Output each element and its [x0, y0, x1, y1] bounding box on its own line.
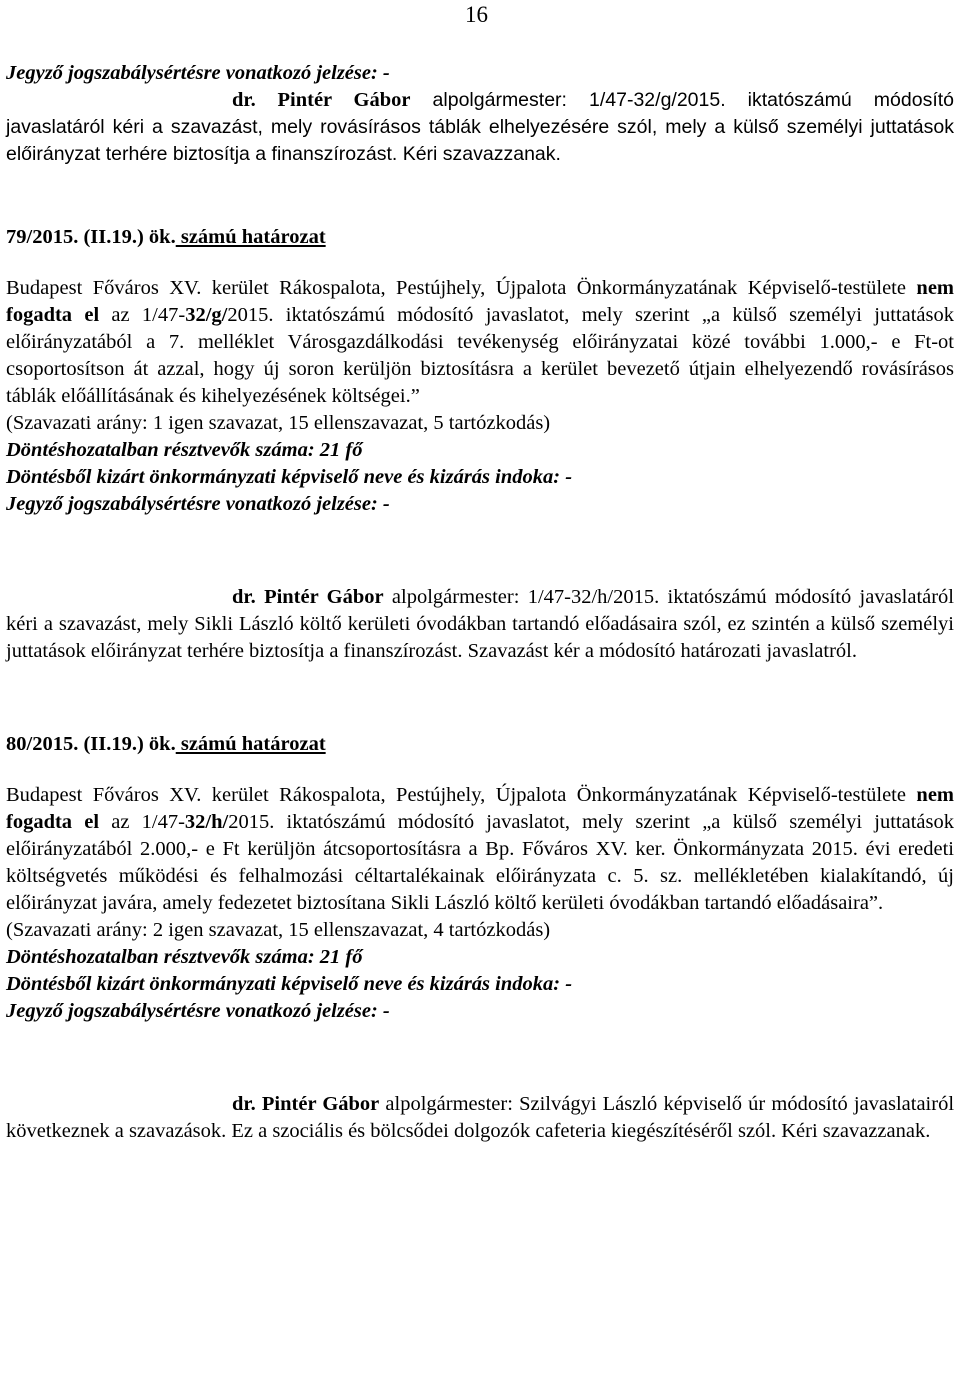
notary-remark-79: Jegyző jogszabálysértésre vonatkozó jelzése: - — [6, 493, 390, 515]
speech-paragraph-2 — [6, 584, 954, 665]
speech-paragraph-1 — [6, 87, 954, 168]
resolution-79-label: számú határozat — [175, 226, 326, 248]
notary-remark-80: Jegyző jogszabálysértésre vonatkozó jelzése: - — [6, 1000, 390, 1022]
vote-ratio-80: (Szavazati arány: 2 igen szavazat, 15 ellenszavazat, 4 tartózkodás) — [6, 919, 551, 941]
resolution-80-label: számú határozat — [175, 733, 326, 755]
excluded-80: Döntésből kizárt önkormányzati képviselő neve és kizárás indoka: - — [6, 973, 573, 995]
speaker-title: dr. — [232, 1093, 256, 1115]
speaker-title: dr. — [232, 586, 256, 608]
reference-number: 32/h/ — [184, 811, 229, 833]
speech-text: alpolgármester: 1/47-32/h/2015. iktatószámú módosító javaslatáról kéri a szavazást, mely Sikli László költő kerületi óvodákban tartandó előadásaira szól, ez szintén a külső személyi juttatások előirányzat terhére biztosítja a finanszírozást. Szavazást kér a módosító határozati javaslatról. — [6, 586, 955, 662]
speech-paragraph-3 — [6, 1091, 954, 1145]
speaker-title: dr. — [232, 89, 256, 111]
resolution-80-body: Budapest Főváros XV. kerület Rákospalota, Pestújhely, Újpalota Önkormányzatának Képviselő-testülete nem fogadta el az 1/47-32/h/2015. iktatószámú módosító javaslatot, mely szerint „a külső személyi juttatások előirányzatából 2.000,- e Ft kerüljön átcsoportosításra a Bp. Főváros XV. ker. Önkormányzata 2015. évi eredeti költségvetés működési és felhalmozási céltartalékainak előirányzata c. 5. sz. mellékletében kialakítandó, új előirányzat javára, amely fedezetet biztosítana Sikli László költő kerületi óvodákban tartandó előadásaira”. — [6, 784, 954, 914]
document-body — [6, 60, 954, 1145]
resolution-79-title — [6, 224, 954, 251]
speaker-name: Pintér Gábor — [264, 586, 384, 608]
resolution-80-number: 80/2015. (II.19.) ök. — [6, 733, 176, 755]
verdict: nem fogadta el — [6, 784, 954, 833]
verdict: nem fogadta el — [6, 277, 954, 326]
resolution-79-number: 79/2015. (II.19.) ök. — [6, 226, 176, 248]
resolution-80-title — [6, 731, 954, 758]
speaker-name: Pintér Gábor — [261, 1093, 380, 1115]
participants-80: Döntéshozatalban résztvevők száma: 21 fő — [6, 946, 363, 968]
resolution-79-body: Budapest Főváros XV. kerület Rákospalota, Pestújhely, Újpalota Önkormányzatának Képviselő-testülete nem fogadta el az 1/47-32/g/2015. iktatószámú módosító javaslatot, mely szerint „a külső személyi juttatások előirányzatából a 7. melléklet Városgazdálkodási tevékenység előirányzatai közé további 1.000,- e Ft-ot csoportosítson át azzal, hogy új soron kerüljön biztosításra a kerület bevezető útjain elhelyezendő rovásírásos táblák előállításának és kihelyezésének költségei.” — [6, 277, 954, 407]
excluded-79: Döntésből kizárt önkormányzati képviselő neve és kizárás indoka: - — [6, 466, 573, 488]
participants-79: Döntéshozatalban résztvevők száma: 21 fő — [6, 439, 363, 461]
speaker-name: Pintér Gábor — [277, 89, 411, 111]
speech-text: alpolgármester: 1/47-32/g/2015. iktatószámú módosító javaslatáról kéri a szavazást, mely rovásírásos táblák elhelyezésére szól, mely a külső személyi juttatások előirányzat terhére biztosítja a finanszírozást. Kéri szavazzanak. — [6, 89, 954, 165]
speech-text: alpolgármester: Szilvágyi László képviselő úr módosító javaslatairól következnek a szavazások. Ez a szociális és bölcsődei dolgozók cafeteria kiegészítéséről szól. Kéri szavazzanak. — [6, 1093, 955, 1142]
notary-remark-1: Jegyző jogszabálysértésre vonatkozó jelzése: - — [6, 62, 390, 84]
vote-ratio-79: (Szavazati arány: 1 igen szavazat, 15 ellenszavazat, 5 tartózkodás) — [6, 412, 551, 434]
page-number: 16 — [465, 2, 488, 27]
reference-number: 32/g/ — [185, 304, 228, 326]
